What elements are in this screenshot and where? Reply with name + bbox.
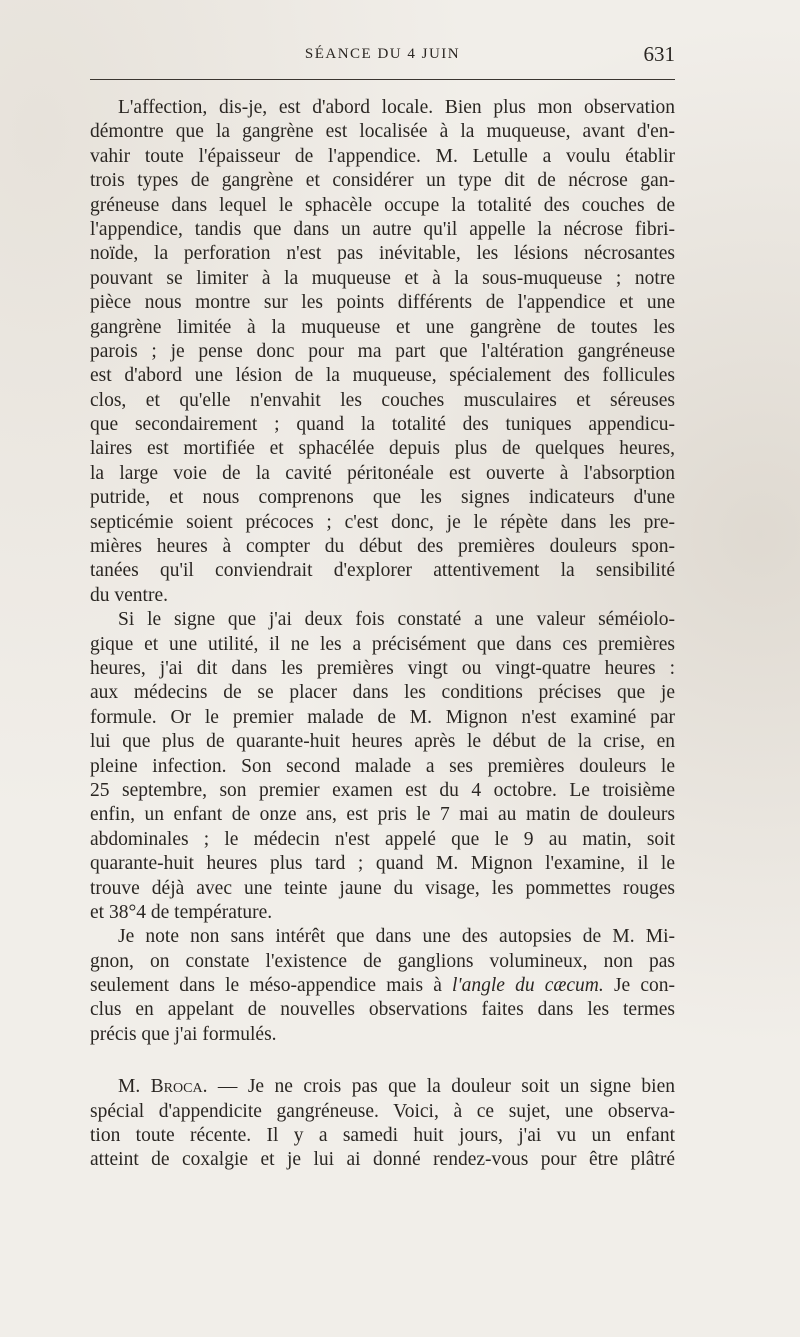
text-line: et 38°4 de température.: [90, 901, 273, 923]
text-line: pièce nous montre sur les points différents de l'appendice et une: [90, 292, 675, 314]
text-line: clus en appelant de nouvelles observations faites dans les termes: [90, 999, 675, 1021]
text-line: trouve déjà avec une teinte jaune du visage, les pommettes rouges: [90, 877, 675, 899]
paragraph-1: [90, 96, 675, 608]
text-line: [90, 1075, 675, 1099]
speaker-name: Broca: [150, 1076, 203, 1098]
text-line: tanées qu'il conviendrait d'explorer attentivement la sensibilité: [90, 560, 675, 582]
text-line: aux médecins de se placer dans les conditions précises que je: [90, 682, 675, 704]
text-line: clos, et qu'elle n'envahit les couches musculaires et séreuses: [90, 389, 675, 411]
text-line: septicémie soient précoces ; c'est donc, je le répète dans les pre-: [90, 511, 675, 533]
paragraph-4: [90, 1075, 675, 1173]
text-line: pouvant se limiter à la muqueuse et à la sous-muqueuse ; notre: [90, 267, 675, 289]
text-run: Je con-: [603, 975, 675, 997]
text-line: 25 septembre, son premier examen est du 4 octobre. Le troisième: [90, 779, 675, 801]
paragraph-2: [90, 608, 675, 925]
text-line: enfin, un enfant de onze ans, est pris le 7 mai au matin de douleurs: [90, 804, 675, 826]
text-line: heures, j'ai dit dans les premières vingt ou vingt-quatre heures :: [90, 657, 675, 679]
text-line: lui que plus de quarante-huit heures après le début de la crise, en: [90, 731, 675, 753]
text-line: que secondairement ; quand la totalité des tuniques appendicu-: [90, 414, 675, 436]
text-line: gangrène limitée à la muqueuse et une gangrène de toutes les: [90, 316, 675, 338]
text-line: noïde, la perforation n'est pas inévitable, les lésions nécrosantes: [90, 243, 675, 265]
text-line: putride, et nous comprenons que les signes indicateurs d'une: [90, 487, 675, 509]
text-line: laires est mortifiée et sphacélée depuis plus de quelques heures,: [90, 438, 675, 460]
text-line: Je note non sans intérêt que dans une des autopsies de M. Mi-: [118, 926, 675, 948]
text-line: parois ; je pense donc pour ma part que l'altération gangréneuse: [90, 340, 675, 362]
text-line: est d'abord une lésion de la muqueuse, spécialement des follicules: [90, 365, 675, 387]
text-line: tion toute récente. Il y a samedi huit jours, j'ai vu un enfant: [90, 1125, 675, 1147]
header-rule: [90, 79, 675, 80]
text-line: la large voie de la cavité péritonéale est ouverte à l'absorption: [90, 462, 675, 484]
text-line: mières heures à compter du début des premières douleurs spon-: [90, 536, 675, 558]
text-line: précis que j'ai formulés.: [90, 1023, 277, 1045]
page-number: 631: [643, 42, 675, 66]
text-line: démontre que la gangrène est localisée à la muqueuse, avant d'en-: [90, 121, 675, 143]
text-run: seulement dans le méso-appendice mais à: [90, 975, 453, 997]
text-line: L'affection, dis-je, est d'abord locale. Bien plus mon observation: [118, 97, 675, 118]
text-line: gnon, on constate l'existence de ganglions volumineux, non pas: [90, 950, 675, 972]
paragraph-gap: [90, 1047, 675, 1075]
text-line: vahir toute l'épaisseur de l'appendice. M. Letulle a voulu établir: [90, 145, 675, 167]
italic-phrase: l'angle du cæcum.: [452, 975, 604, 997]
text-line: gréneuse dans lequel le sphacèle occupe la totalité des couches de: [90, 194, 675, 216]
text-line: spécial d'appendicite gangréneuse. Voici, à ce sujet, une observa-: [90, 1100, 675, 1122]
text-line: [90, 974, 675, 998]
running-head: [90, 42, 675, 72]
running-title: SÉANCE DU 4 JUIN: [304, 46, 461, 62]
text-line: gique et une utilité, il ne les a précisément que dans ces premières: [90, 633, 675, 655]
text-line: abdominales ; le médecin n'est appelé que le 9 au matin, soit: [90, 828, 675, 850]
speaker-prefix: M.: [118, 1076, 151, 1098]
text-line: Si le signe que j'ai deux fois constaté a une valeur séméiolo-: [118, 609, 675, 631]
text-line: formule. Or le premier malade de M. Mignon n'est examiné par: [90, 706, 675, 728]
body-text: [90, 96, 675, 1173]
text-run: . — Je ne crois pas que la douleur soit un signe bien: [202, 1076, 675, 1098]
text-line: trois types de gangrène et considérer un type dit de nécrose gan-: [90, 170, 675, 192]
paragraph-3: [90, 925, 675, 1047]
text-line: atteint de coxalgie et je lui ai donné rendez-vous pour être plâtré: [90, 1149, 675, 1171]
text-line: l'appendice, tandis que dans un autre qu'il appelle la nécrose fibri-: [90, 218, 675, 240]
text-line: quarante-huit heures plus tard ; quand M. Mignon l'examine, il le: [90, 853, 675, 875]
text-line: pleine infection. Son second malade a ses premières douleurs le: [90, 755, 675, 777]
text-line: du ventre.: [90, 584, 168, 606]
